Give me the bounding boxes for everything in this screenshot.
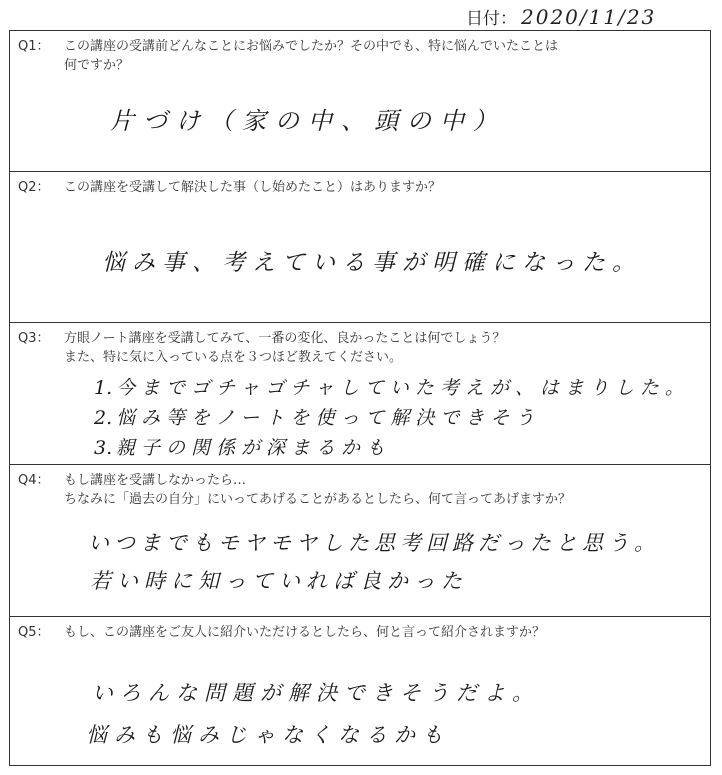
- question-1: [18, 37, 558, 75]
- answer-3-item-1-number: 1.: [94, 377, 113, 399]
- answer-3-item-2: [94, 403, 540, 430]
- question-5-line-1: もし、この講座をご友人に紹介いただけるとしたら、何と言って紹介されますか？: [64, 625, 546, 640]
- question-box-2: [9, 171, 711, 323]
- answer-1: 片づけ（家の中、頭の中）: [110, 107, 506, 135]
- question-4-line-2: ちなみに「過去の自分」にいってあげることがあるとしたら、何て言ってあげますか？: [64, 492, 572, 507]
- answer-3-item-1: [94, 373, 690, 400]
- question-5: [18, 623, 545, 642]
- question-box-5: [9, 616, 711, 766]
- question-2-tag: Q2：: [18, 180, 50, 195]
- question-2-line-1: この講座を受講して解決した事（し始めたこと）はありますか？: [64, 180, 442, 195]
- answer-2: 悩み事、考えている事が明確になった。: [102, 250, 642, 276]
- question-3: [18, 329, 505, 367]
- answer-3-item-1-text: 今までゴチャゴチャしていた考えが、はまりした。: [116, 377, 690, 399]
- question-box-3: [9, 322, 711, 465]
- question-4: [18, 471, 571, 509]
- question-box-1: [9, 30, 711, 172]
- answer-3-item-2-number: 2.: [94, 407, 113, 429]
- date-label: 日付：: [466, 9, 517, 29]
- answer-5-line-2: 悩みも悩みじゃなくなるかも: [86, 723, 450, 747]
- question-1-line-1: この講座の受講前どんなことにお悩みでしたか？その中でも、特に悩んでいたことは: [64, 39, 559, 54]
- question-box-4: [9, 464, 711, 617]
- question-3-line-1: 方眼ノート講座を受講してみて、一番の変化、良かったことは何でしょう？: [64, 331, 506, 346]
- question-3-line-2: また、特に気に入っている点を３つほど教えてください。: [64, 350, 403, 365]
- date-field: [466, 4, 656, 29]
- question-3-tag: Q3：: [18, 331, 50, 346]
- question-5-tag: Q5：: [18, 625, 50, 640]
- question-2: [18, 178, 441, 197]
- question-1-line-2: 何ですか？: [64, 58, 130, 73]
- question-4-tag: Q4：: [18, 473, 50, 488]
- date-value: 2020/11/23: [521, 5, 657, 29]
- answer-5-line-1: いろんな問題が解決できそうだよ。: [92, 681, 540, 705]
- answer-4-line-2: 若い時に知っていれば良かった: [90, 569, 468, 593]
- answer-3-item-2-text: 悩み等をノートを使って解決できそう: [116, 407, 541, 429]
- answer-3-item-3: [94, 433, 391, 460]
- answer-3-item-3-text: 親子の関係が深まるかも: [116, 437, 392, 459]
- answer-3-item-3-number: 3.: [94, 437, 113, 459]
- answer-4-line-1: いつまでもモヤモヤした思考回路だったと思う。: [88, 531, 660, 555]
- question-1-tag: Q1：: [18, 39, 50, 54]
- question-4-line-1: もし講座を受講しなかったら…: [64, 473, 247, 488]
